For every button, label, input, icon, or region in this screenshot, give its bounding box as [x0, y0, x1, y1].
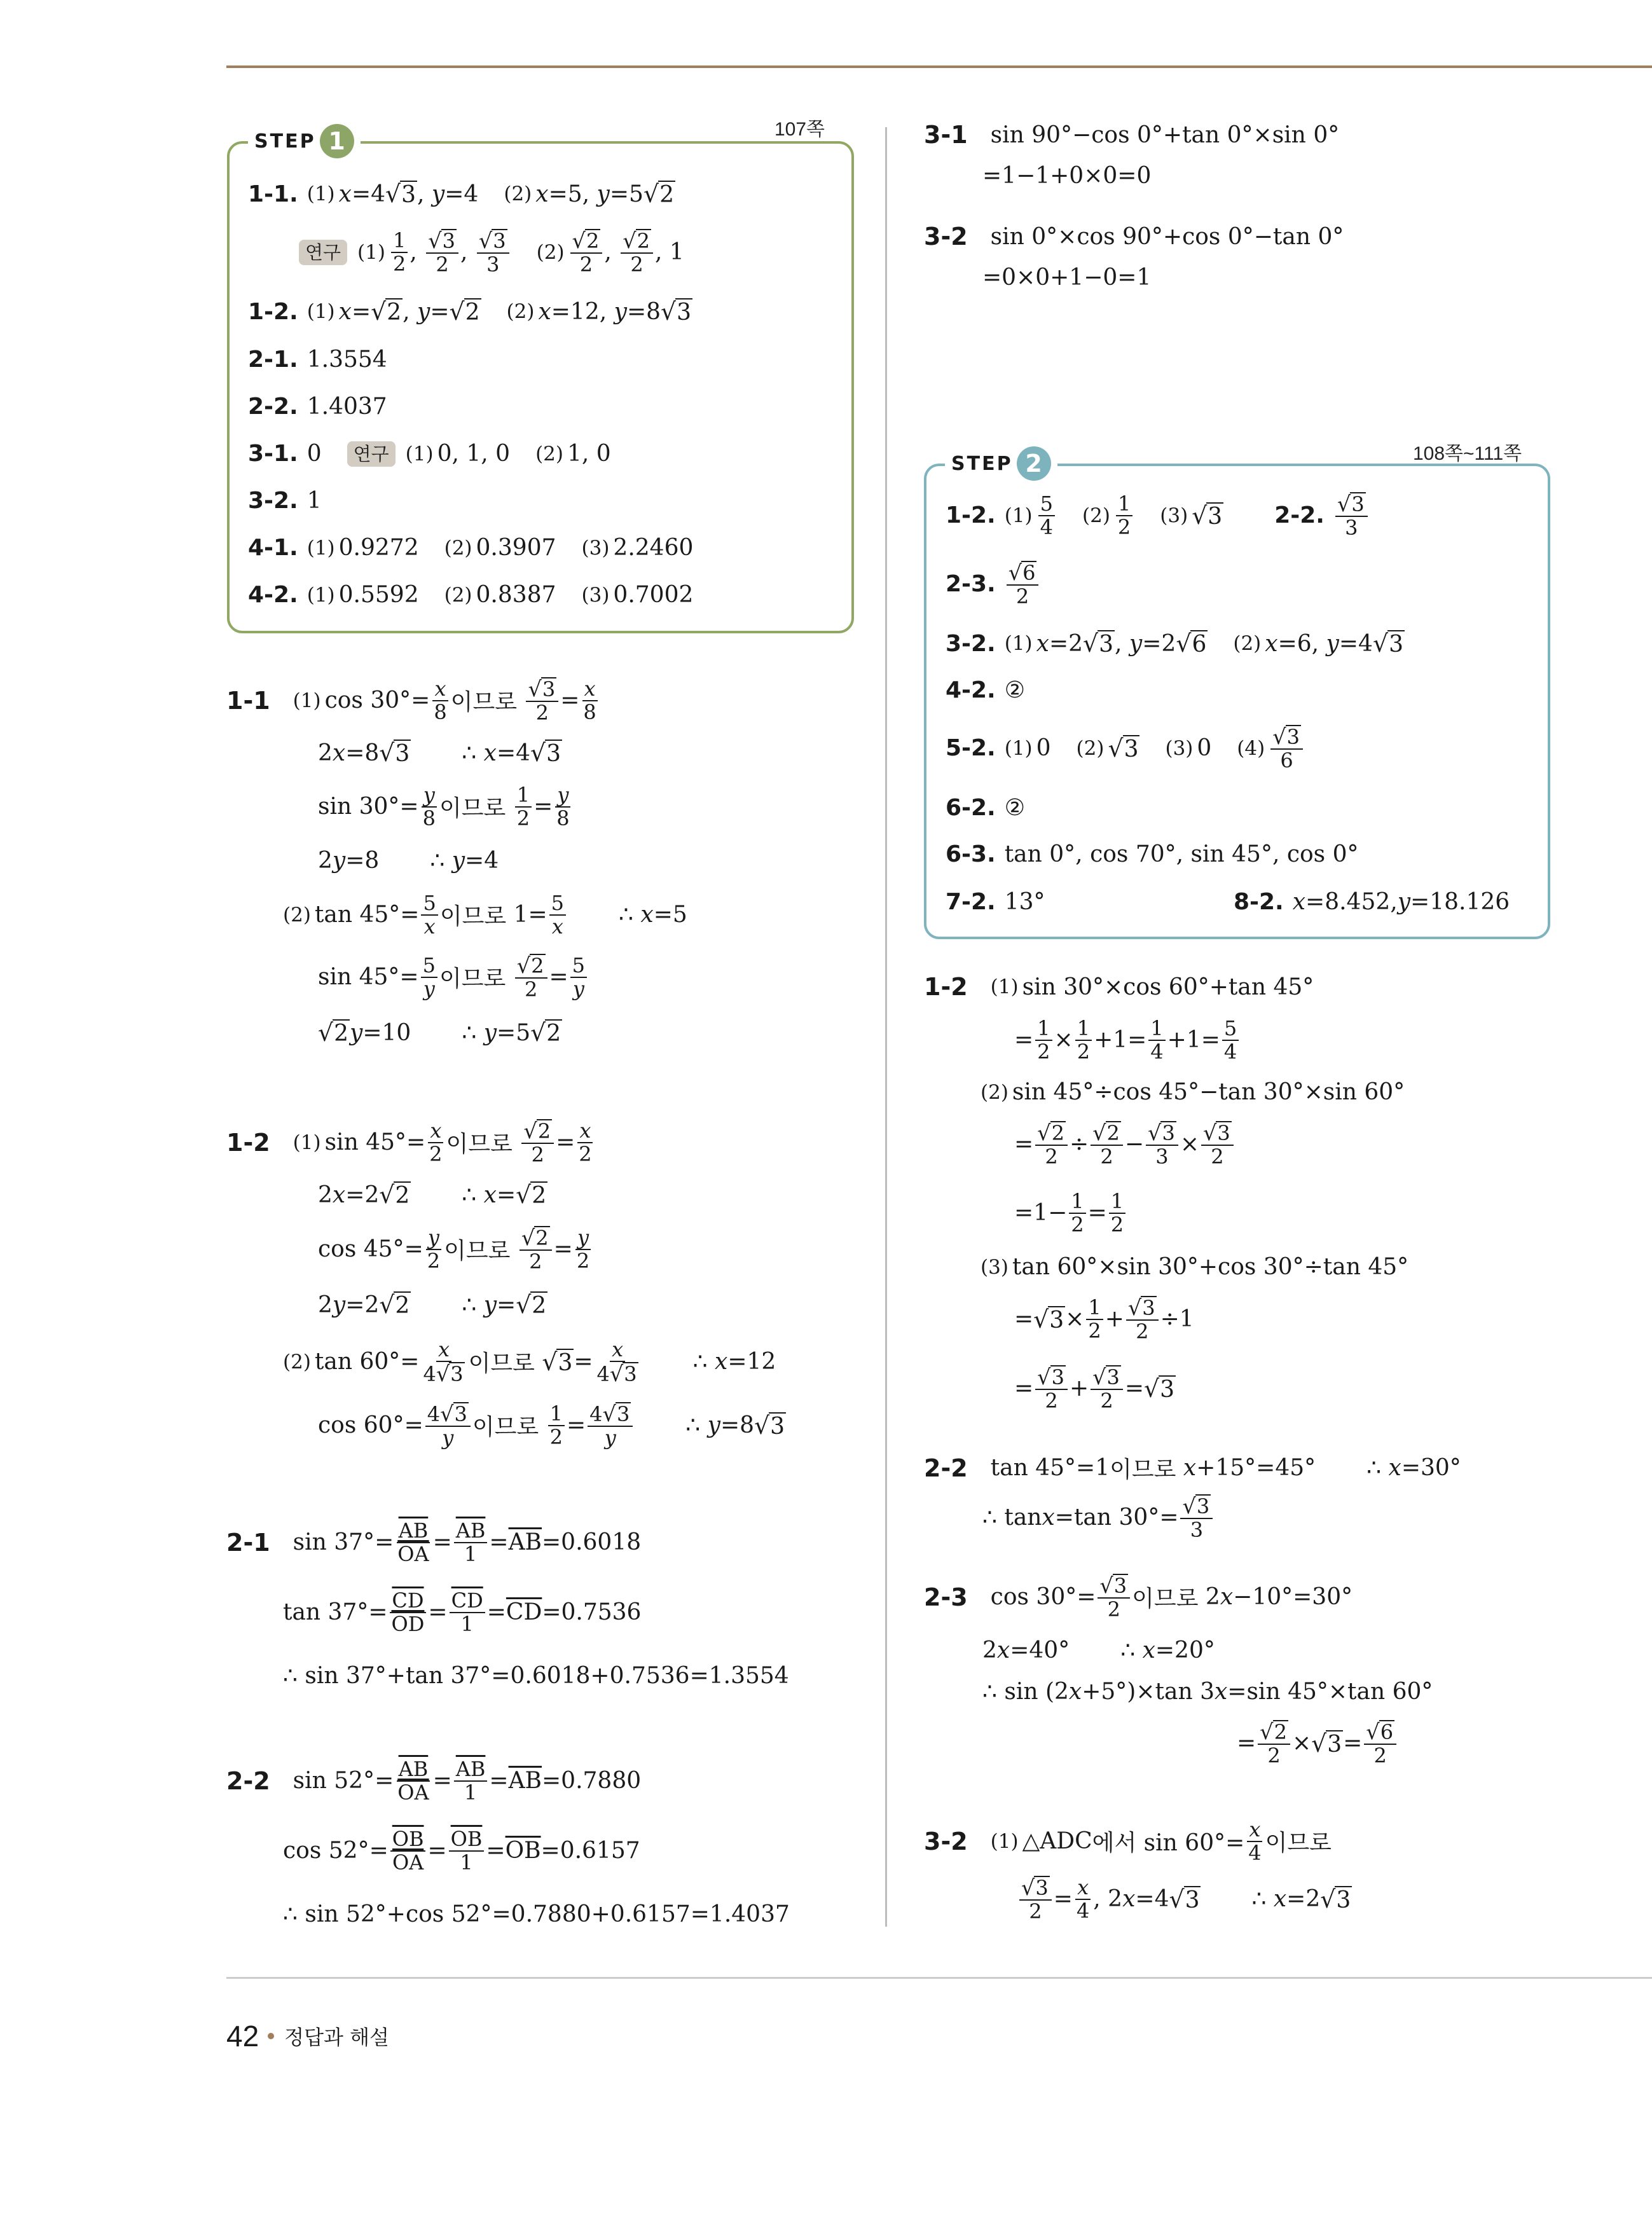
- part-marker: (2): [535, 442, 563, 465]
- explanation-1-2-line6: cos 60°= 4 √ 3 y 이므로 1 2 = 4 √ 3 y ∴ y =8 √ 3: [318, 1401, 785, 1450]
- answer2-2-3: 2-3. √ 6 2: [946, 561, 1040, 608]
- part-marker: (1): [357, 240, 385, 264]
- part-marker: (2): [444, 536, 472, 560]
- explanation-1-1-line7: √ 2 y =10 ∴ y =5 √ 2: [318, 1019, 561, 1047]
- explanation2-1-2-line3: (2) sin 45°÷cos 45°−tan 30°×sin 60°: [981, 1079, 1405, 1105]
- part-marker: (1): [990, 975, 1019, 998]
- part-marker: (1): [293, 689, 321, 712]
- answer2-8-2: 8-2. x =8.452, y =18.126: [1234, 889, 1510, 915]
- answer-value: =18.126: [1410, 889, 1510, 915]
- therefore-sign: ∴: [462, 1181, 477, 1208]
- part-marker: (1): [1004, 504, 1033, 527]
- therefore-sign: ∴: [1366, 1455, 1382, 1481]
- answer2-1-2: 1-2. (1) 5 4 (2) 1 2 (3) √ 3 2-2. √ 3 3: [946, 492, 1370, 539]
- answer-label: 7-2.: [946, 889, 996, 915]
- answer2-6-2: [946, 795, 1025, 821]
- answer-value: ②: [1004, 795, 1025, 821]
- explanation2-1-2-line5: =1− 1 2 = 1 2: [1014, 1190, 1127, 1235]
- therefore-sign: ∴: [430, 848, 445, 874]
- answer2-5-2: 5-2. (1) 0 (2) √ 3 (3) 0 (4) √ 3 6: [946, 725, 1305, 772]
- answer-label: 5-2.: [946, 735, 996, 762]
- explanation2-3-2-line1: 3-2 (1) △ADC 에서 sin 60°= $\frac{x}{4}$ 이므로: [924, 1817, 1332, 1865]
- explanation-1-1-line5: (2) tan 45°= 5 x 이므로 1= 5 x ∴ x =5: [283, 891, 687, 939]
- explanation-2-1-line3: ∴ sin 37°+tan 37°=0.6018+0.7536=1.3554: [283, 1663, 789, 1689]
- explanation2-2-3-line4: = √ 2 2 × √ 3 = √ 6 2: [1237, 1720, 1398, 1767]
- page-number: 42: [226, 2020, 259, 2053]
- explanation2-2-3-line3: ∴ sin (2 x +5°)×tan 3 x =sin 45°×tan 60°: [982, 1679, 1433, 1705]
- answer-label: 8-2.: [1234, 889, 1284, 915]
- part-marker: (2): [283, 1350, 311, 1373]
- answer-1-2: 1-2. (1) x = √ 2 , y = √ 2 (2) x =12, y =8 √ 3: [248, 298, 692, 326]
- answer-value: 0.7002: [613, 582, 694, 608]
- bottom-rule: [226, 1977, 1652, 1979]
- column-divider: [885, 127, 887, 1927]
- step1-label: [248, 124, 361, 158]
- explanation-label: 3-2: [924, 223, 968, 251]
- conjunction: 이므로: [446, 1131, 513, 1158]
- page-footer: [226, 2019, 389, 2053]
- part-marker: (4): [1237, 736, 1265, 760]
- therefore-sign: ∴: [283, 1901, 298, 1927]
- explanation2-2-3-line1: 2-3 cos 30°= √ 3 2 이므로 2 x −10°=30°: [924, 1573, 1353, 1622]
- explanation-2-2-line2: cos 52°= $\overline{OB}$ $\overline{OA}$ = $\overline{OB}$ 1 = $\overline{OB}$ =0.6157: [283, 1827, 640, 1875]
- explanation-label: 1-2: [924, 973, 968, 1001]
- conjunction: 이므로: [444, 1238, 511, 1265]
- answer-value: 1.4037: [306, 394, 387, 420]
- explanation-label: 3-1: [924, 121, 968, 149]
- answer-label: 3-1.: [248, 441, 298, 467]
- answer2-4-2: [946, 677, 1025, 703]
- answer-value: 13°: [1004, 889, 1045, 915]
- conjunction: 이므로: [468, 1351, 535, 1377]
- answer-value: tan 0°, cos 70°, sin 45°, cos 0°: [1004, 841, 1359, 867]
- conjunction: 이므로: [472, 1414, 539, 1441]
- explanation-1-1-line6: sin 45°= 5 y 이므로 √ 2 2 = 5 y: [318, 954, 589, 1001]
- clause-text: 에서 sin 60°=: [1092, 1830, 1245, 1857]
- explanation-1-1-line2: 2 x =8 √ 3 ∴ x =4 √ 3: [318, 739, 561, 767]
- explanation-2-1-line1: 2-1 sin 37°= $\overline{AB}$ $\overline{OA}$ = $\overline{AB}$ 1 = $\overline{AB}$ =0.6018: [226, 1518, 642, 1566]
- therefore-sign: ∴: [462, 1019, 477, 1046]
- step-text: STEP: [254, 130, 316, 153]
- page-reference: 107쪽: [774, 119, 825, 140]
- bullet-dot: [268, 2033, 274, 2039]
- explanation2-2-2-line1: 2-2 tan 45°=1 이므로 x +15°=45° ∴ x =30°: [924, 1452, 1461, 1484]
- explanation-label: 2-2: [226, 1766, 270, 1795]
- explanation2-1-2-line4: = √ 2 2 ÷ √ 2 2 − √ 3 3 × √ 3 2: [1014, 1121, 1236, 1168]
- part-marker: (2): [1233, 632, 1262, 655]
- conjunction: 이므로: [450, 689, 517, 716]
- explanation2-2-2-line2: ∴ tan x =tan 30°= √ 3 3: [982, 1494, 1215, 1541]
- part-marker: (2): [1082, 504, 1110, 527]
- explanation-label: 1-2: [226, 1128, 270, 1157]
- therefore-sign: ∴: [692, 1349, 708, 1375]
- explanation2-1-2-line7: = √ 3 × 1 2 + √ 3 2 ÷1: [1014, 1295, 1194, 1344]
- explanation-1-1-line1: 1-1 (1) cos 30°= x 8 이므로 √ 3 2 = x 8: [226, 677, 596, 726]
- explanation2-3-2-line2: √ 3 2 = x 4 , 2 x =4 √ 3 ∴ x =2 √ 3: [1017, 1876, 1352, 1923]
- answer-label: 1-2.: [946, 502, 996, 529]
- answer-value: ②: [1004, 677, 1025, 703]
- part-marker: (3): [581, 536, 610, 560]
- explanation2-1-2-line1: 1-2 (1) sin 30°×cos 60°+tan 45°: [924, 973, 1314, 1001]
- part-marker: (1): [293, 1131, 321, 1154]
- research-tag: 연구: [347, 441, 396, 467]
- answer-label: 2-2.: [1274, 502, 1325, 529]
- answer-value: 0.8387: [476, 582, 556, 608]
- answer2-6-3: [946, 841, 1359, 867]
- answer-label: 2-1.: [248, 347, 298, 373]
- answer-1-1: 1-1. (1) x =4 √ 3 , y =4 (2) x =5, y =5 √ 2: [248, 180, 674, 208]
- part-marker: (1): [1004, 736, 1033, 760]
- answer-label: 3-2.: [946, 630, 996, 657]
- explanation-1-2-line5: (2) tan 60°= x 4 √ 3 이므로 √ 3 = x 4 √ 3 ∴ x =12: [283, 1337, 776, 1386]
- part-marker: (1): [405, 442, 434, 465]
- step-number-badge: 2: [1017, 446, 1051, 481]
- explanation-3-1-line2: =1−1+0×0=0: [982, 163, 1152, 189]
- explanation-label: 2-1: [226, 1528, 270, 1557]
- answer-value: 0.3907: [476, 535, 556, 561]
- answer-value: 1, 0: [567, 441, 611, 467]
- explanation2-2-3-line2: 2 x =40° ∴ x =20°: [982, 1637, 1215, 1663]
- therefore-sign: ∴: [619, 902, 633, 928]
- explanation-1-1-line4: 2 y =8 ∴ y =4: [318, 848, 499, 874]
- explanation2-1-2-line2: = 1 2 × 1 2 +1= 1 4 +1= 5 4: [1014, 1017, 1241, 1063]
- conjunction: 이므로: [1110, 1457, 1176, 1483]
- part-marker: (3): [1165, 736, 1194, 760]
- part-marker: (1): [306, 536, 335, 560]
- answer-value: 0: [1036, 735, 1051, 762]
- answer-value: 2.2460: [613, 535, 694, 561]
- therefore-sign: ∴: [462, 740, 477, 766]
- explanation-1-2-line3: cos 45°= y 2 이므로 √ 2 2 = y 2: [318, 1225, 590, 1274]
- answer-value: 0.9272: [338, 535, 419, 561]
- part-marker: (2): [1076, 736, 1105, 760]
- conjunction: 이므로: [439, 904, 507, 930]
- part-marker: (2): [536, 240, 565, 264]
- answer-label: 6-3.: [946, 841, 996, 867]
- part-marker: (2): [283, 903, 311, 926]
- part-marker: (2): [504, 182, 532, 205]
- explanation-2-1-line2: tan 37°= $\overline{CD}$ $\overline{OD}$ = $\overline{CD}$ 1 = $\overline{CD}$ =0.7536: [283, 1588, 642, 1636]
- explanation-3-2-line2: =0×0+1−0=1: [982, 265, 1152, 291]
- research-tag: 연구: [299, 240, 347, 265]
- part-marker: (2): [444, 583, 472, 607]
- therefore-sign: ∴: [1120, 1637, 1136, 1663]
- explanation-label: 3-2: [924, 1827, 968, 1855]
- explanation-2-2-line3: ∴ sin 52°+cos 52°=0.7880+0.6157=1.4037: [283, 1901, 790, 1927]
- part-marker: (3): [1160, 504, 1188, 527]
- answer-value: 0.5592: [338, 582, 419, 608]
- section-title: 정답과 해설: [284, 2025, 389, 2049]
- conjunction: 이므로: [439, 795, 506, 822]
- part-marker: (2): [981, 1080, 1008, 1104]
- explanation-1-2-line2: 2 x =2 √ 2 ∴ x = √ 2: [318, 1181, 547, 1209]
- answer-value: =8.452,: [1305, 889, 1398, 915]
- explanation2-1-2-line6: (3) tan 60°×sin 30°+cos 30°÷tan 45°: [981, 1254, 1409, 1280]
- step-text: STEP: [951, 452, 1013, 475]
- explanation2-1-2-line8: = √ 3 2 + √ 3 2 = √ 3: [1014, 1365, 1175, 1414]
- answer-label: 1-2.: [248, 298, 298, 325]
- step-number-badge: 1: [320, 124, 354, 158]
- answer-label: 2-2.: [248, 394, 298, 420]
- page-reference: 108쪽~111쪽: [1413, 443, 1522, 464]
- answer-label: 4-1.: [248, 535, 298, 561]
- step2-label: [945, 446, 1057, 481]
- part-marker: (1): [306, 182, 335, 205]
- answer-value: 1: [306, 488, 322, 514]
- part-marker: (3): [581, 583, 610, 607]
- answer-label: 4-2.: [248, 582, 298, 608]
- answer-label: 6-2.: [946, 795, 996, 821]
- answer2-3-2: 3-2. (1) x =2 √ 3 , y =2 √ 6 (2) x =6, y =4 √ 3: [946, 630, 1403, 657]
- answer-label: 2-3.: [946, 571, 996, 598]
- therefore-sign: ∴: [1251, 1886, 1267, 1913]
- therefore-sign: ∴: [462, 1291, 477, 1318]
- therefore-sign: ∴: [283, 1663, 298, 1689]
- therefore-sign: ∴: [685, 1412, 701, 1439]
- answer2-7-2: [946, 889, 1045, 915]
- answer-3-1: [248, 441, 611, 467]
- part-marker: (1): [306, 583, 335, 607]
- answer-value: 1.3554: [306, 347, 387, 373]
- part-marker: (3): [981, 1255, 1008, 1279]
- part-marker: (1): [990, 1829, 1019, 1853]
- answer-2-1: [248, 347, 387, 373]
- explanation-label: 2-2: [924, 1454, 968, 1482]
- conjunction: 이므로: [439, 966, 506, 993]
- explanation-1-1-line3: sin 30°= y 8 이므로 1 2 = y 8: [318, 783, 570, 830]
- answer-value: 0, 1, 0: [437, 441, 511, 467]
- explanation-label: 1-1: [226, 686, 270, 715]
- answer-2-2: [248, 394, 387, 420]
- explanation-3-1-line1: 3-1 sin 90°−cos 0°+tan 0°×sin 0°: [924, 121, 1340, 149]
- answer-4-2: [248, 582, 693, 608]
- part-marker: (1): [1004, 632, 1033, 655]
- top-rule: [226, 65, 1652, 68]
- explanation-1-2-line1: 1-2 (1) sin 45°= x 2 이므로 √ 2 2 = x 2: [226, 1118, 592, 1167]
- explanation-3-2-line1: 3-2 sin 0°×cos 90°+cos 0°−tan 0°: [924, 223, 1344, 251]
- therefore-sign: ∴: [982, 1504, 997, 1531]
- conjunction: 이므로: [1132, 1586, 1199, 1613]
- explanation-1-2-line4: 2 y =2 √ 2 ∴ y = √ 2: [318, 1291, 547, 1319]
- explanation-label: 2-3: [924, 1583, 968, 1611]
- answer-3-2: [248, 488, 322, 514]
- answer-label: 4-2.: [946, 677, 996, 703]
- answer-1-1-research: 연구 (1) 1 2 , √ 3 2 , √ 3 3 (2) √ 2 2 , √ 2 2 , 1: [299, 229, 684, 276]
- therefore-sign: ∴: [982, 1679, 997, 1705]
- part-marker: (2): [506, 300, 535, 323]
- part-marker: (1): [306, 300, 335, 323]
- answer-value: 0: [306, 441, 322, 467]
- answer-value: 0: [1197, 735, 1212, 762]
- answer-label: 1-1.: [248, 181, 298, 207]
- answer-4-1: [248, 535, 693, 561]
- explanation-2-2-line1: 2-2 sin 52°= $\overline{AB}$ $\overline{OA}$ = $\overline{AB}$ 1 = $\overline{AB}$ =0.7880: [226, 1757, 642, 1805]
- conjunction: 이므로: [1265, 1830, 1332, 1857]
- answer-label: 3-2.: [248, 488, 298, 514]
